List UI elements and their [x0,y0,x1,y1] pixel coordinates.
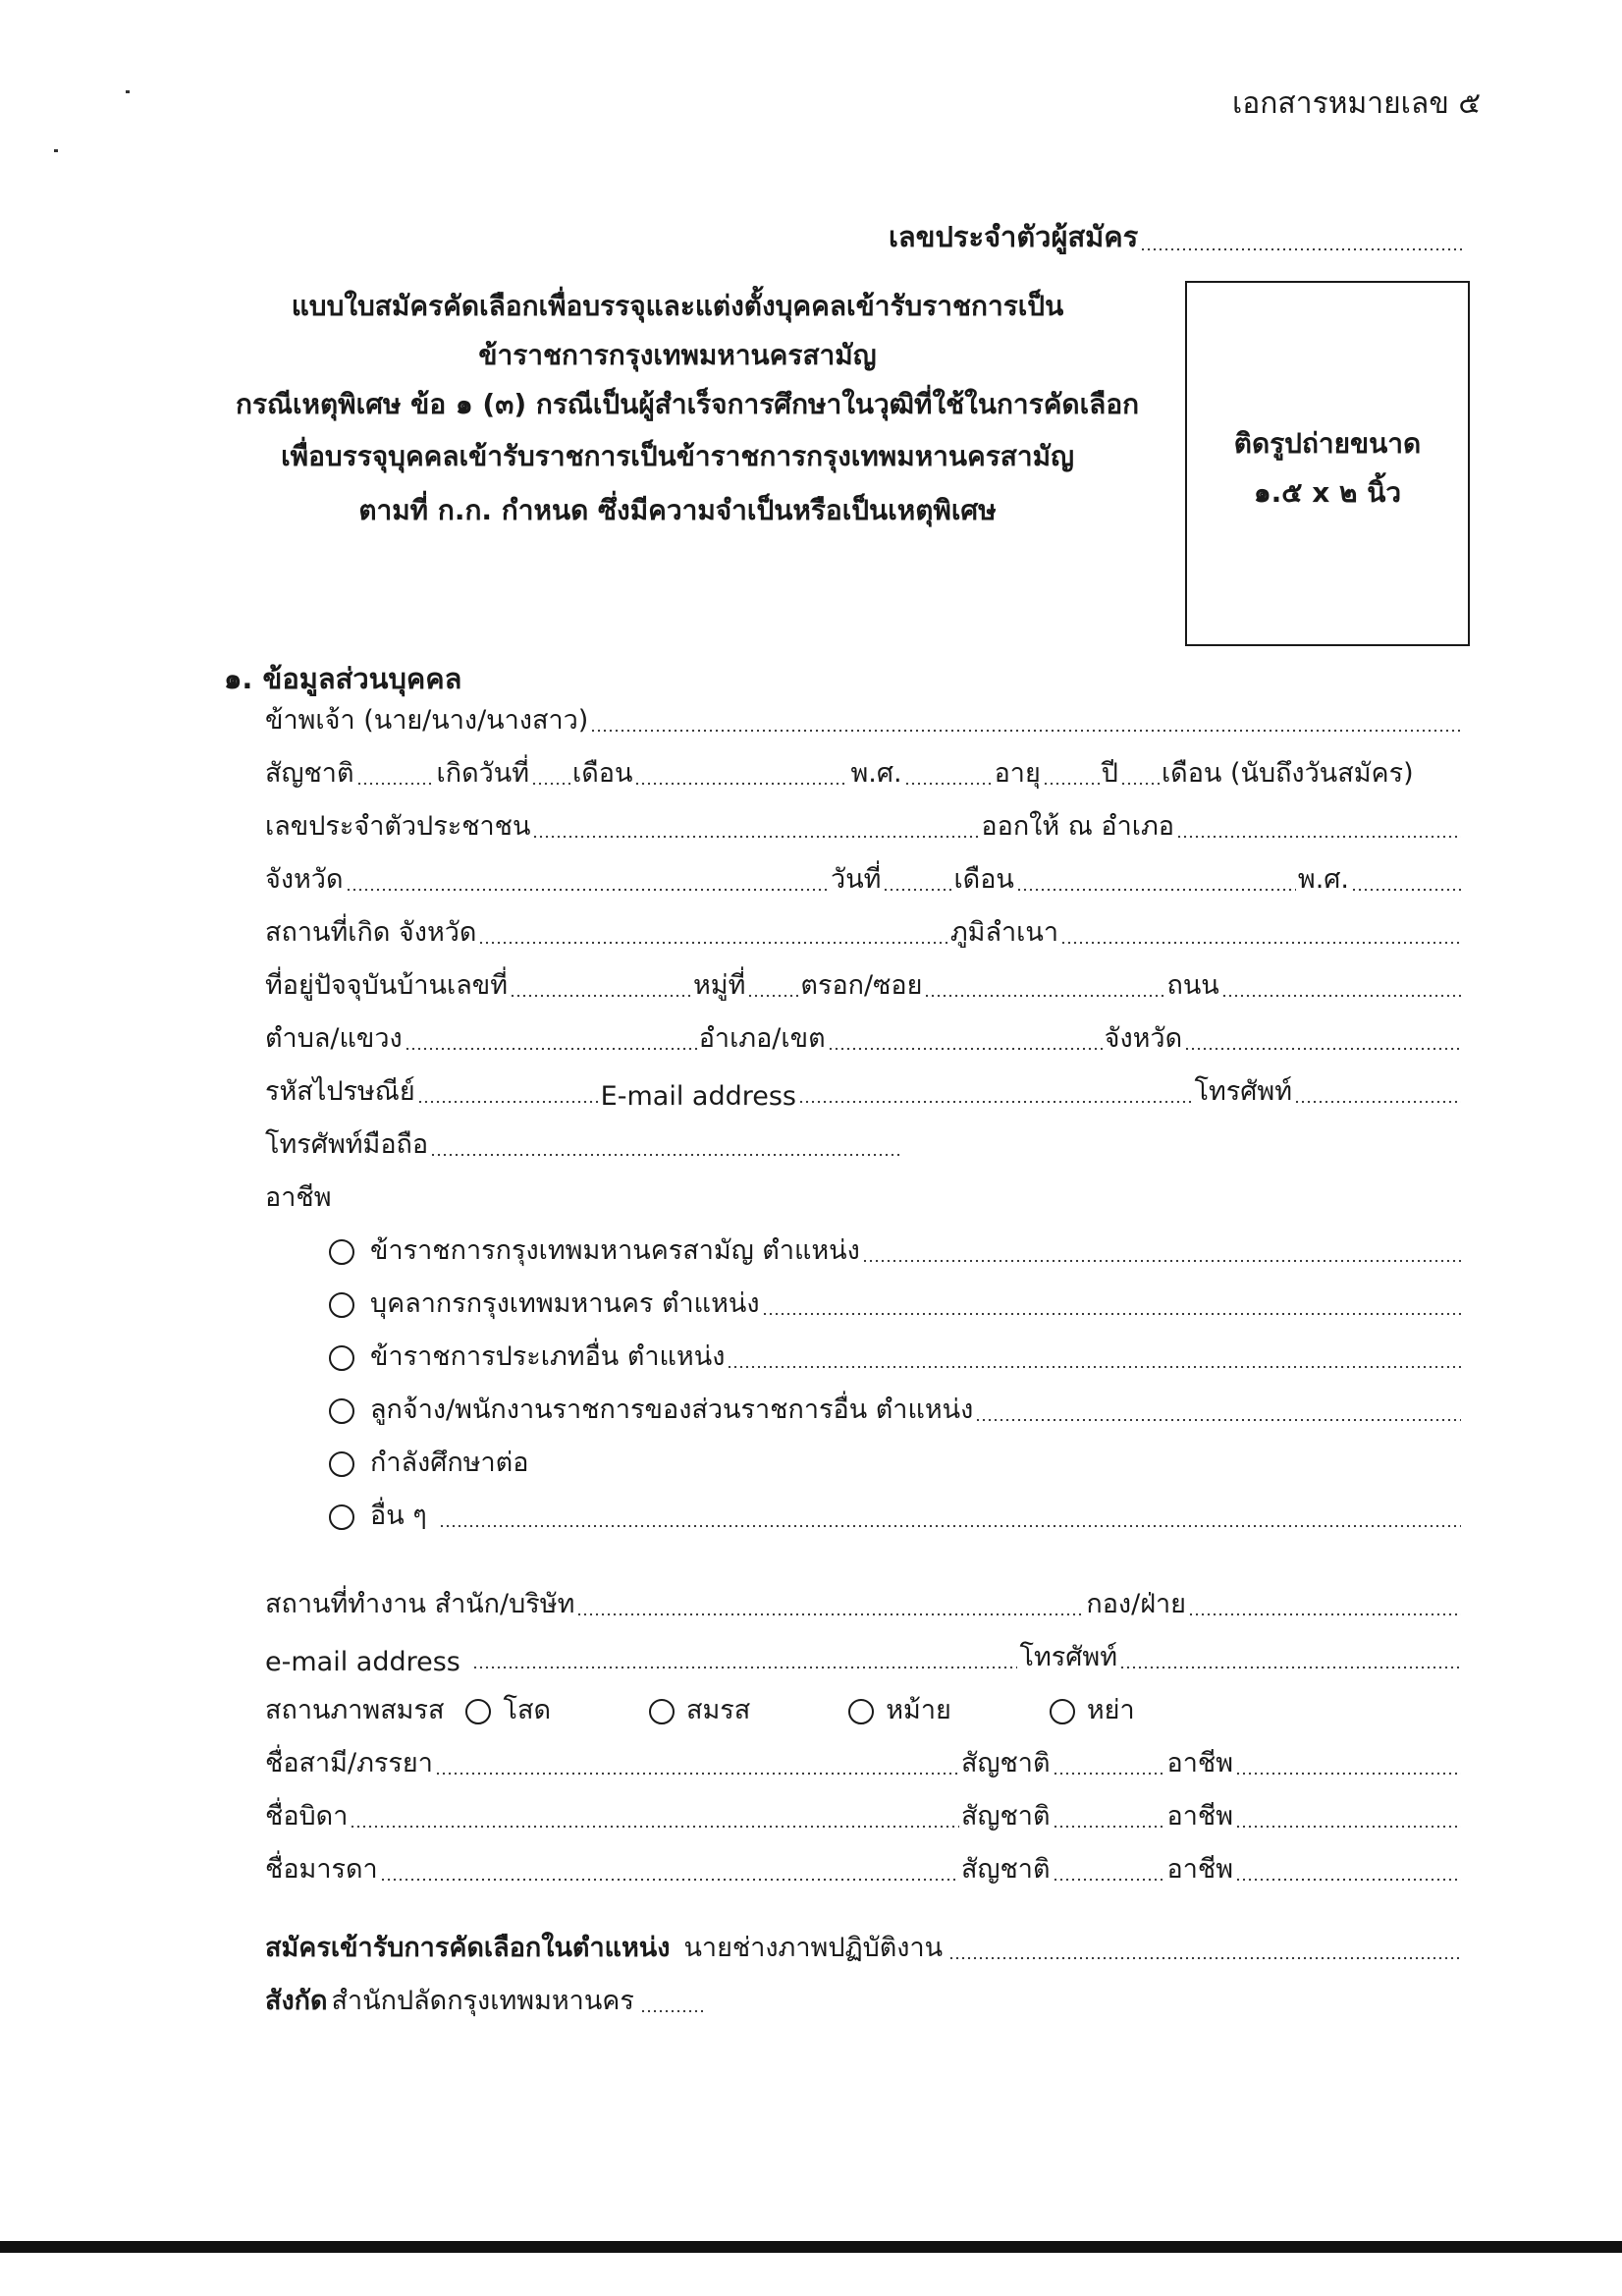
phone-label: โทรศัพท์ [1194,1076,1292,1107]
mother-row [265,1846,1463,1889]
issue-province-label: จังหวัด [265,864,344,895]
position-row [265,1925,1463,1968]
occupation-option-3[interactable] [329,1334,1463,1377]
marital-option-widowed[interactable] [848,1688,951,1730]
alley-field[interactable] [924,994,1164,998]
name-field[interactable] [590,729,1461,733]
page-bottom-border [0,2241,1622,2253]
issue-year-field[interactable] [1351,888,1461,892]
born-day-label: เกิดวันที่ [436,758,530,789]
email-label: E-mail address [600,1081,796,1112]
occupation-option-6[interactable] [329,1493,1463,1536]
work-contact-row [265,1634,1463,1677]
occupation-position-field[interactable] [727,1365,1461,1369]
house-number-label: ที่อยู่ปัจจุบันบ้านเลขที่ [265,970,508,1001]
issue-province-field[interactable] [346,888,830,892]
postal-code-field[interactable] [417,1100,599,1104]
occupation-position-field[interactable] [862,1259,1461,1263]
mobile-label: โทรศัพท์มือถือ [265,1129,429,1160]
radio-circle-icon[interactable] [465,1699,491,1724]
subdistrict-field[interactable] [405,1047,697,1051]
hometown-label: ภูมิลำเนา [949,917,1058,948]
age-month-field[interactable] [1120,782,1160,786]
radio-circle-icon[interactable] [1050,1699,1075,1724]
mother-nationality-field[interactable] [1053,1878,1165,1882]
work-phone-field[interactable] [1119,1666,1461,1669]
marital-status-label: สถานภาพสมรส [265,1695,445,1725]
occupation-option-label: อื่น ๆ [370,1501,427,1531]
citizen-id-field[interactable] [532,835,979,839]
born-month-field[interactable] [634,782,848,786]
document-number: เอกสารหมายเลข ๕ [1232,86,1482,121]
marital-option-label: สมรส [685,1695,751,1725]
workplace-label: สถานที่ทำงาน สำนัก/บริษัท [265,1589,575,1619]
father-nationality-label: สัญชาติ [960,1801,1051,1831]
spouse-label: ชื่อสามี/ภรรยา [265,1748,433,1778]
mother-name-field[interactable] [380,1878,959,1882]
mother-occupation-label: อาชีพ [1166,1854,1233,1885]
occupation-option-label: ข้าราชการกรุงเทพมหานครสามัญ ตำแหน่ง [370,1235,860,1266]
father-occupation-field[interactable] [1235,1825,1461,1829]
occupation-label: อาชีพ [265,1182,332,1213]
house-number-field[interactable] [510,994,691,998]
nationality-label: สัญชาติ [265,758,354,789]
postal-code-label: รหัสไปรษณีย์ [265,1076,415,1107]
marital-option-label: หย่า [1086,1695,1135,1725]
occupation-other-field[interactable] [439,1524,1461,1528]
radio-circle-icon[interactable] [329,1292,354,1318]
road-field[interactable] [1221,994,1461,998]
section-personal-info-title: ๑. ข้อมูลส่วนบุคคล [224,662,462,695]
issue-date-label: วันที่ [831,864,882,895]
occupation-option-1[interactable] [329,1228,1463,1271]
issue-month-field[interactable] [1016,888,1296,892]
mother-occupation-field[interactable] [1235,1878,1461,1882]
form-title-line-2: ข้าราชการกรุงเทพมหานครสามัญ [478,339,877,371]
issued-at-label: ออกให้ ณ อำเภอ [981,811,1174,842]
spouse-nationality-field[interactable] [1053,1772,1165,1776]
issue-month-label: เดือน [953,864,1014,895]
position-field-line[interactable] [948,1956,1461,1960]
email-field[interactable] [798,1100,1192,1104]
work-email-field[interactable] [472,1666,1018,1669]
affiliation-label: สังกัด [265,1986,328,2016]
age-year-label: ปี [1101,758,1118,789]
father-name-field[interactable] [350,1825,959,1829]
contact-row [265,1068,1463,1112]
address-row [265,962,1463,1006]
form-title-line-3: กรณีเหตุพิเศษ ข้อ ๑ (๓) กรณีเป็นผู้สำเร็จการศึกษาในวุฒิที่ใช้ในการคัดเลือก [236,388,1140,420]
birthplace-field[interactable] [478,941,947,945]
age-label: อายุ [994,758,1041,789]
district-field[interactable] [828,1047,1103,1051]
affiliation-row [265,1978,707,2021]
mobile-row [265,1121,903,1165]
marital-option-label: โสด [503,1695,551,1725]
age-month-label: เดือน (นับถึงวันสมัคร) [1161,758,1414,789]
father-label: ชื่อบิดา [265,1801,349,1831]
subdistrict-row [265,1015,1463,1059]
radio-circle-icon[interactable] [649,1699,675,1724]
occupation-option-2[interactable] [329,1281,1463,1324]
citizen-id-label: เลขประจำตัวประชาชน [265,811,531,842]
occupation-option-label: บุคลากรกรุงเทพมหานคร ตำแหน่ง [370,1288,760,1319]
issued-district-field[interactable] [1176,835,1461,839]
spouse-row [265,1740,1463,1783]
moo-field[interactable] [747,994,798,998]
affiliation-field-line[interactable] [640,2009,705,2013]
occupation-option-5[interactable] [329,1440,1463,1483]
spouse-occupation-label: อาชีพ [1166,1748,1233,1778]
scan-speck [126,90,130,93]
marital-option-single[interactable] [465,1688,551,1730]
occupation-option-label: ข้าราชการประเภทอื่น ตำแหน่ง [370,1341,726,1372]
age-year-field[interactable] [1043,782,1100,786]
mobile-field[interactable] [430,1153,901,1157]
marital-option-married[interactable] [649,1688,750,1730]
issue-year-label: พ.ศ. [1297,864,1349,895]
applicant-id-line[interactable] [1140,247,1463,251]
birthplace-row [265,909,1463,953]
applicant-id-label: เลขประจำตัวผู้สมัคร [889,220,1139,253]
radio-circle-icon[interactable] [329,1451,354,1477]
radio-circle-icon[interactable] [329,1398,354,1424]
occupation-position-field[interactable] [762,1312,1461,1316]
radio-circle-icon[interactable] [329,1239,354,1265]
nationality-field[interactable] [356,782,435,786]
road-label: ถนน [1166,970,1219,1001]
affiliation-value[interactable]: สำนักปลัดกรุงเทพมหานคร [331,1986,634,2016]
division-field[interactable] [1188,1613,1461,1616]
subdistrict-label: ตำบล/แขวง [265,1023,403,1054]
workplace-row [265,1581,1463,1624]
moo-label: หมู่ที่ [693,970,746,1001]
spouse-nationality-label: สัญชาติ [960,1748,1051,1778]
born-year-label: พ.ศ. [850,758,902,789]
work-phone-label: โทรศัพท์ [1019,1642,1117,1672]
marital-option-divorced[interactable] [1050,1688,1135,1730]
born-month-label: เดือน [572,758,633,789]
division-label: กอง/ฝ่าย [1086,1589,1186,1619]
mother-nationality-label: สัญชาติ [960,1854,1051,1885]
father-occupation-label: อาชีพ [1166,1801,1233,1831]
form-title-line-4: เพื่อบรรจุบุคคลเข้ารับราชการเป็นข้าราชการกรุงเทพมหานครสามัญ [281,440,1074,472]
issue-day-field[interactable] [883,888,951,892]
district-label: อำเภอ/เขต [698,1023,826,1054]
phone-field[interactable] [1294,1100,1461,1104]
spouse-name-field[interactable] [435,1772,959,1776]
scan-speck [54,149,58,152]
address-province-label: จังหวัด [1104,1023,1183,1054]
marital-status-row [265,1687,1463,1730]
birth-row [265,750,1463,793]
mother-label: ชื่อมารดา [265,1854,378,1885]
address-province-field[interactable] [1184,1047,1461,1051]
father-row [265,1793,1463,1836]
photo-box-line-1: ติดรูปถ่ายขนาด [1233,427,1422,460]
born-day-field[interactable] [531,782,570,786]
workplace-field[interactable] [576,1613,1084,1616]
birthplace-label: สถานที่เกิด จังหวัด [265,917,477,948]
name-row [265,697,1463,740]
occupation-heading-row [265,1175,1463,1218]
marital-option-label: หม้าย [886,1695,951,1725]
issue-date-row [265,856,1463,900]
occupation-option-label: กำลังศึกษาต่อ [370,1448,529,1478]
photo-box [1185,281,1470,646]
citizen-id-row [265,803,1463,847]
radio-circle-icon[interactable] [329,1345,354,1371]
father-nationality-field[interactable] [1053,1825,1165,1829]
applicant-id-field[interactable] [889,214,1463,259]
radio-circle-icon[interactable] [848,1699,874,1724]
born-year-field[interactable] [904,782,993,786]
alley-label: ตรอก/ซอย [800,970,923,1001]
occupation-option-4[interactable] [329,1387,1463,1430]
position-label: สมัครเข้ารับการคัดเลือกในตำแหน่ง [265,1933,671,1963]
form-title-line-5: ตามที่ ก.ก. กำหนด ซึ่งมีความจำเป็นหรือเป็นเหตุพิเศษ [358,494,997,526]
hometown-field[interactable] [1060,941,1461,945]
occupation-position-field[interactable] [975,1418,1461,1422]
radio-circle-icon[interactable] [329,1504,354,1530]
name-label: ข้าพเจ้า (นาย/นาง/นางสาว) [265,705,589,736]
photo-box-line-2: ๑.๕ x ๒ นิ้ว [1253,476,1402,509]
work-email-label: e-mail address [265,1647,460,1677]
occupation-option-label: ลูกจ้าง/พนักงานราชการของส่วนราชการอื่น ตำแหน่ง [370,1394,974,1425]
form-title-line-1: แบบใบสมัครคัดเลือกเพื่อบรรจุและแต่งตั้งบุคคลเข้ารับราชการเป็น [291,290,1064,322]
spouse-occupation-field[interactable] [1235,1772,1461,1776]
position-value[interactable]: นายช่างภาพปฏิบัติงาน [683,1933,944,1963]
